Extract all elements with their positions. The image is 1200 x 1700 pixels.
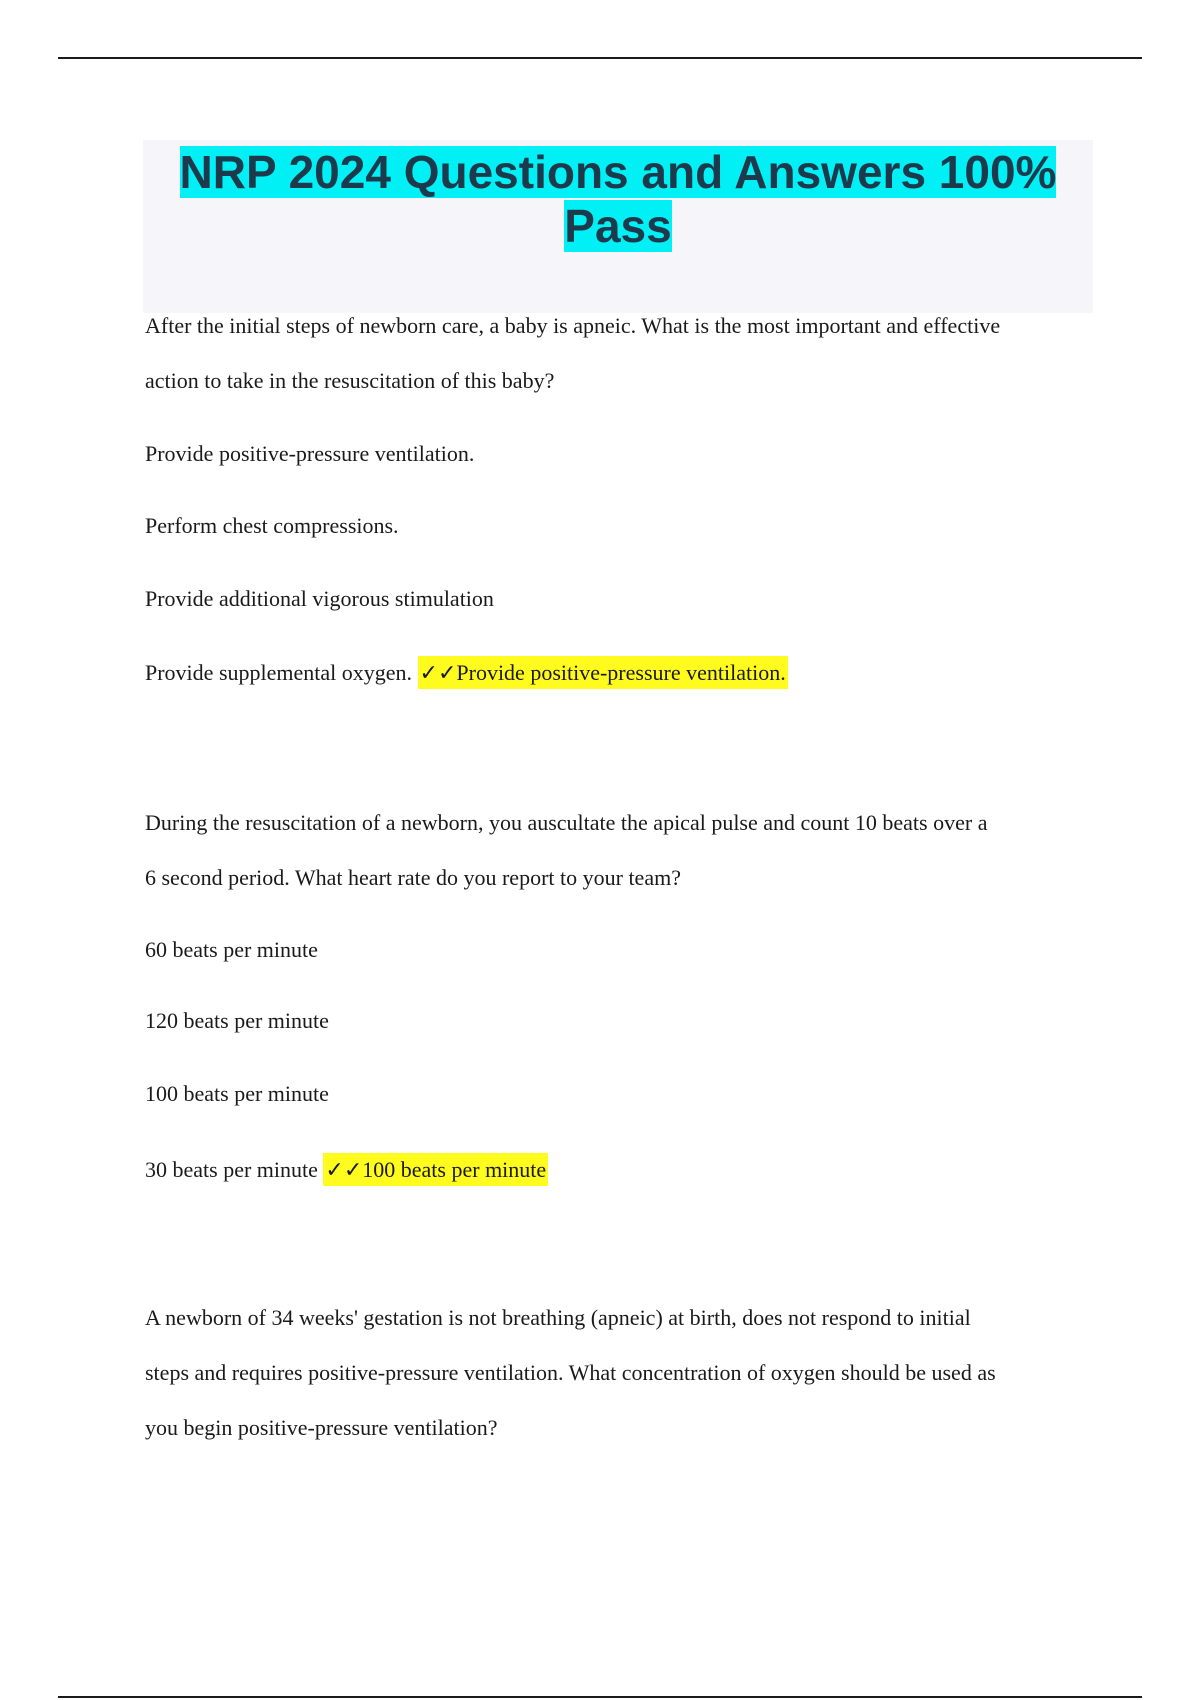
footer-rule [58,1696,1142,1698]
question-line: During the resuscitation of a newborn, you auscultate the apical pulse and count 10 beats over a [145,810,988,835]
question-2-option-1: 60 beats per minute [145,937,318,962]
question-2-answer: ✓✓100 beats per minute [323,1153,548,1186]
question-2-option-3: 100 beats per minute [145,1081,329,1106]
question-1-option-4-line [145,645,1095,700]
page-title [143,145,1093,253]
title-line-1: NRP 2024 Questions and Answers 100% [179,146,1057,198]
title-block [143,140,1093,313]
question-1-option-4: Provide supplemental oxygen. [145,660,413,685]
question-1-option-3: Provide additional vigorous stimulation [145,586,494,611]
question-1-option-1: Provide positive-pressure ventilation. [145,441,475,466]
question-line: After the initial steps of newborn care, a baby is apneic. What is the most important and effective [145,313,1001,338]
title-line-2: Pass [564,200,672,252]
question-1-answer: ✓✓Provide positive-pressure ventilation. [418,656,788,689]
header-rule [58,57,1142,59]
question-line: you begin positive-pressure ventilation? [145,1415,498,1440]
question-1-text [145,298,1095,408]
question-line: A newborn of 34 weeks' gestation is not breathing (apneic) at birth, does not respond to initial [145,1305,971,1330]
question-line: steps and requires positive-pressure ventilation. What concentration of oxygen should be used as [145,1360,996,1385]
question-2-option-4-line [145,1142,1095,1197]
question-2-option-4: 30 beats per minute [145,1157,318,1182]
question-2-text [145,795,1095,905]
question-line: action to take in the resuscitation of this baby? [145,368,555,393]
question-1-option-2: Perform chest compressions. [145,513,399,538]
question-2-option-2: 120 beats per minute [145,1008,329,1033]
question-3-text [145,1290,1095,1455]
question-line: 6 second period. What heart rate do you report to your team? [145,865,681,890]
